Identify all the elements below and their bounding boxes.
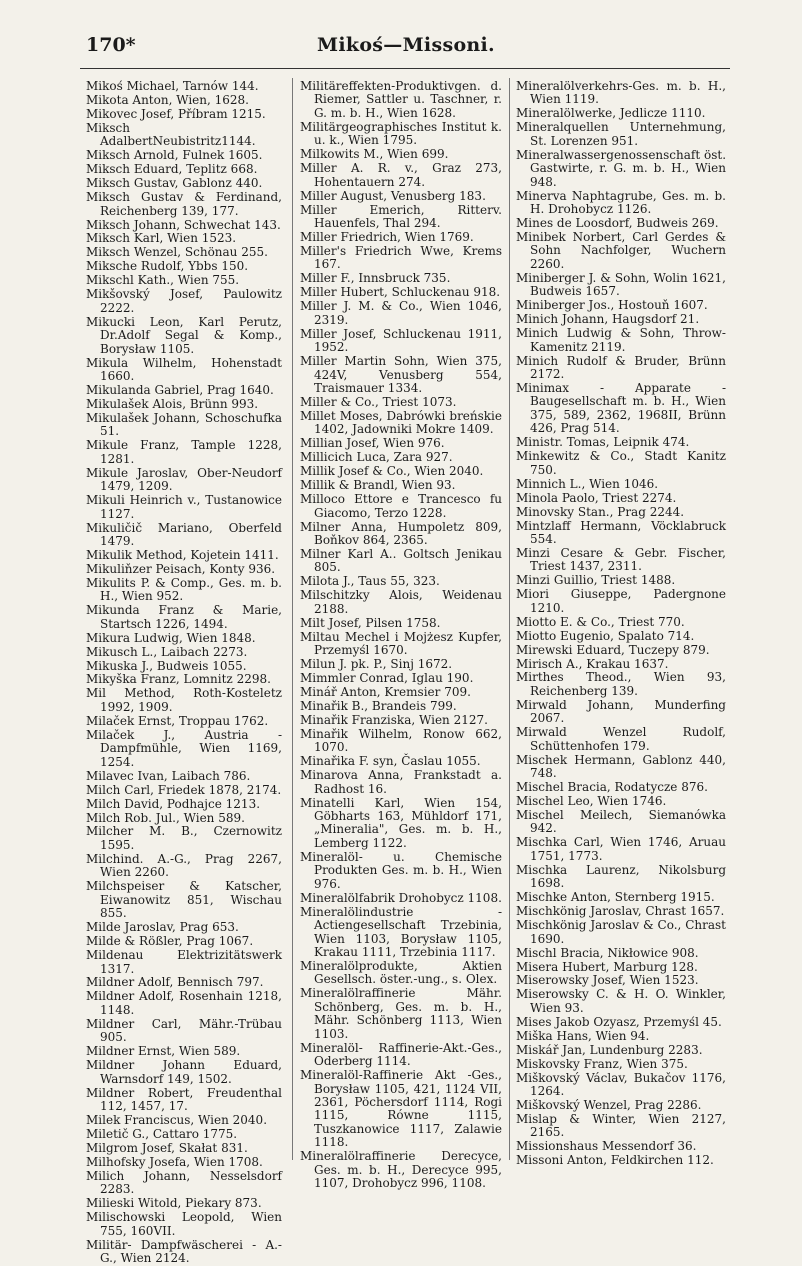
directory-entry: Miniberger Jos., Hostouň 1607.	[516, 298, 708, 313]
directory-entry: Mischkönig Jaroslav, Chrast 1657.	[516, 904, 725, 919]
directory-entry: Milota J., Taus 55, 323.	[300, 574, 440, 589]
directory-entry: Miksch Wenzel, Schönau 255.	[86, 245, 268, 260]
directory-entry: Mikusch L., Laibach 2273.	[86, 644, 248, 659]
directory-entry: Milischowski Leopold, Wien 755, 160VII.	[86, 1210, 282, 1238]
page-number: 170*	[86, 34, 136, 56]
directory-entry: Miller Friedrich, Wien 1769.	[300, 229, 474, 244]
directory-entry: Miksch Johann, Schwechat 143.	[86, 217, 281, 232]
directory-entry: Mikuska J., Budweis 1055.	[86, 658, 247, 673]
directory-entry: Militär- Dampfwäscherei - A.-G., Wien 2124.	[86, 1237, 282, 1266]
directory-entry: Miserowsky Josef, Wien 1523.	[516, 973, 699, 988]
directory-entry: Minařik Wilhelm, Ronow 662, 1070.	[300, 726, 502, 755]
directory-entry: Mischka Carl, Wien 1746, Aruau 1751, 1773.	[516, 835, 726, 863]
directory-entry: Mirwald Wenzel Rudolf, Schüttenhofen 179.	[516, 725, 726, 753]
directory-entry: Miotto Eugenio, Spalato 714.	[516, 628, 695, 643]
column-middle	[300, 80, 502, 1191]
directory-entry: Miksch Karl, Wien 1523.	[86, 231, 237, 246]
directory-entry: Miksch AdalbertNeubistritz1144.	[86, 120, 256, 149]
directory-entry: Mineralölraffinerie Mähr. Schönberg, Ges. m. b. H., Mähr. Schönberg 1113, Wien 1103.	[300, 986, 502, 1041]
directory-entry: Miksche Rudolf, Ybbs 150.	[86, 259, 249, 274]
directory-entry: Milner Karl A.. Goltsch Jenikau 805.	[300, 546, 502, 575]
directory-entry: Milchspeiser & Katscher, Eiwanowitz 851, Wischau 855.	[86, 879, 282, 921]
directory-entry: Miksch Gustav & Ferdinand, Reichenberg 139, 177.	[86, 190, 282, 218]
page-title: Mikoś—Missoni.	[317, 34, 495, 56]
directory-entry: Milich Johann, Nesselsdorf 2283.	[86, 1168, 282, 1197]
directory-entry: Milt Josef, Pilsen 1758.	[300, 615, 441, 630]
directory-entry: Missoni Anton, Feldkirchen 112.	[516, 1153, 714, 1168]
directory-entry: Miskovsky Franz, Wien 375.	[516, 1056, 688, 1071]
directory-entry: Mischel Meilech, Siemanówka 942.	[516, 808, 726, 836]
directory-entry: Mines de Loosdorf, Budweis 269.	[516, 216, 719, 231]
directory-entry: Miletič G., Cattaro 1775.	[86, 1126, 238, 1141]
directory-entry: Mirisch A., Krakau 1637.	[516, 656, 669, 671]
directory-entry: Minola Paolo, Triest 2274.	[516, 490, 677, 505]
directory-entry: Mildenau Elektrizitätswerk 1317.	[86, 948, 282, 976]
directory-entry: Mildner Johann Eduard, Warnsdorf 149, 1502.	[86, 1058, 282, 1086]
directory-entry: Mimmler Conrad, Iglau 190.	[300, 670, 474, 685]
directory-entry: Mineralöl- Raffinerie-Akt.-Ges., Oderberg 1114.	[300, 1040, 502, 1069]
directory-entry: Mineralöl- u. Chemische Produkten Ges. m. b. H., Wien 976.	[300, 849, 502, 891]
directory-entry: Miška Hans, Wien 94.	[516, 1028, 650, 1043]
directory-entry: Minář Anton, Kremsier 709.	[300, 684, 471, 699]
directory-entry: Millicich Luca, Zara 927.	[300, 450, 453, 465]
directory-entry: Milner Anna, Humpoletz 809, Boňkov 864, 2365.	[300, 519, 502, 547]
directory-entry: Milaček J., Austria - Dampfmühle, Wien 1169, 1254.	[86, 727, 282, 769]
directory-entry: Mildner Adolf, Bennisch 797.	[86, 975, 264, 990]
directory-entry: Millet Moses, Dabrówki breńskie 1402, Jadowniki Mokre 1409.	[300, 408, 502, 437]
directory-entry: Mikula Wilhelm, Hohenstadt 1660.	[86, 355, 282, 384]
directory-entry: Miller J. M. & Co., Wien 1046, 2319.	[300, 299, 502, 327]
directory-entry: Minovsky Stan., Prag 2244.	[516, 504, 685, 519]
directory-entry: Milschitzky Alois, Weidenau 2188.	[300, 588, 502, 616]
directory-entry: Mikota Anton, Wien, 1628.	[86, 92, 249, 107]
directory-entry: Mikulašek Alois, Brünn 993.	[86, 396, 259, 411]
directory-entry: Mineralölverkehrs-Ges. m. b. H., Wien 1119.	[516, 79, 726, 107]
directory-entry: Militärgeographisches Institut k. u. k., Wien 1795.	[300, 119, 502, 148]
directory-entry: Minich Rudolf & Bruder, Brünn 2172.	[516, 353, 726, 382]
directory-entry: Mischke Anton, Sternberg 1915.	[516, 890, 715, 905]
column-divider	[509, 78, 510, 1160]
directory-entry: Mineralwassergenossenschaft öst. Gastwirte, r. G. m. b. H., Wien 948.	[516, 147, 727, 189]
directory-entry: Ministr. Tomas, Leipnik 474.	[516, 435, 690, 450]
directory-entry: Miller Josef, Schluckenau 1911, 1952.	[300, 326, 502, 355]
directory-entry: Milchind. A.-G., Prag 2267, Wien 2260.	[86, 851, 282, 880]
directory-entry: Miller August, Venusberg 183.	[300, 188, 486, 203]
directory-entry: Mineralölraffinerie Derecyce, Ges. m. b. H., Derecyce 995, 1107, Drohobycz 996, 1108.	[300, 1149, 502, 1191]
directory-entry: Mikulašek Johann, Schoschufka 51.	[86, 410, 282, 439]
directory-entry: Mineralquellen Unternehmung, St. Lorenzen 951.	[516, 120, 726, 148]
directory-entry: Millik Josef & Co., Wien 2040.	[300, 464, 484, 479]
directory-entry: Milaček Ernst, Troppau 1762.	[86, 713, 269, 728]
directory-entry: Mil Method, Roth-Kosteletz 1992, 1909.	[86, 686, 282, 714]
directory-entry: Miller Emerich, Ritterv. Hauenfels, Thal 294.	[300, 202, 502, 231]
directory-entry: Mirewski Eduard, Tuczepy 879.	[516, 642, 710, 657]
directory-entry: Missionshaus Messendorf 36.	[516, 1139, 697, 1154]
directory-entry: Mildner Robert, Freudenthal 112, 1457, 17.	[86, 1085, 282, 1114]
directory-entry: Mischkönig Jaroslav & Co., Chrast 1690.	[516, 918, 726, 946]
directory-entry: Milavec Ivan, Laibach 786.	[86, 768, 251, 783]
header-rule	[80, 68, 730, 69]
directory-entry: Minařika F. syn, Časlau 1055.	[300, 754, 481, 769]
directory-entry: Miller F., Innsbruck 735.	[300, 271, 451, 286]
directory-entry: Mikuli Heinrich v., Tustanowice 1127.	[86, 493, 282, 521]
directory-entry: Mislap & Winter, Wien 2127, 2165.	[516, 1111, 726, 1140]
directory-entry: Milch Rob. Jul., Wien 589.	[86, 810, 245, 825]
directory-entry: Miksch Eduard, Teplitz 668.	[86, 162, 258, 177]
directory-entry: Milcher M. B., Czernowitz 1595.	[86, 824, 282, 852]
directory-entry: Mikyška Franz, Lomnitz 2298.	[86, 672, 271, 687]
directory-entry: Millik & Brandl, Wien 93.	[300, 478, 456, 493]
directory-entry: Mikule Jaroslav, Ober-Neudorf 1479, 1209.	[86, 465, 282, 494]
directory-entry: Minich Ludwig & Sohn, Throw-Kamenitz 2119.	[516, 326, 726, 354]
directory-entry: Milch Carl, Friedek 1878, 2174.	[86, 782, 282, 797]
directory-entry: Milkowits M., Wien 699.	[300, 147, 449, 162]
directory-entry: Mildner Ernst, Wien 589.	[86, 1044, 241, 1059]
directory-entry: Mineralölfabrik Drohobycz 1108.	[300, 890, 502, 905]
directory-entry: Milloco Ettore e Trancesco fu Giacomo, Terzo 1228.	[300, 492, 502, 520]
directory-entry: Mischel Leo, Wien 1746.	[516, 794, 667, 809]
directory-entry: Mikschl Kath., Wien 755.	[86, 273, 240, 288]
directory-entry: Millian Josef, Wien 976.	[300, 436, 445, 451]
directory-entry: Mintzlaff Hermann, Vöcklabruck 554.	[516, 518, 726, 546]
directory-entry: Minzi Guillio, Triest 1488.	[516, 573, 676, 588]
directory-entry: Mischek Hermann, Gablonz 440, 748.	[516, 752, 726, 781]
directory-entry: Mikšovský Josef, Paulowitz 2222.	[86, 287, 282, 315]
column-left	[86, 80, 282, 1266]
directory-entry: Mildner Adolf, Rosenhain 1218, 1148.	[86, 989, 282, 1017]
directory-entry: Miori Giuseppe, Padergnone 1210.	[516, 587, 726, 615]
directory-entry: Mikulanda Gabriel, Prag 1640.	[86, 382, 274, 397]
directory-entry: Miškovský Wenzel, Prag 2286.	[516, 1098, 702, 1113]
directory-entry: Mikuličič Mariano, Oberfeld 1479.	[86, 520, 282, 548]
directory-entry: Miksch Arnold, Fulnek 1605.	[86, 148, 263, 163]
directory-entry: Miller & Co., Triest 1073.	[300, 394, 457, 409]
directory-entry: Miller A. R. v., Graz 273, Hohentauern 274.	[300, 161, 502, 189]
directory-entry: Milde & Rößler, Prag 1067.	[86, 934, 254, 949]
directory-entry: Mirthes Theod., Wien 93, Reichenberg 139.	[516, 670, 726, 698]
directory-entry: Mirwald Johann, Munderfing 2067.	[516, 697, 726, 726]
directory-entry: Mikoś Michael, Tarnów 144.	[86, 79, 259, 93]
directory-entry: Minařik B., Brandeis 799.	[300, 698, 457, 713]
directory-entry: Minimax - Apparate - Baugesellschaft m. b. H., Wien 375, 589, 2362, 1968II, Brünn 426, Prag 514.	[516, 380, 726, 436]
directory-entry: Milieski Witold, Piekary 873.	[86, 1196, 262, 1211]
directory-entry: Minerva Naphtagrube, Ges. m. b. H. Drohobycz 1126.	[516, 188, 726, 217]
directory-entry: Miller's Friedrich Wwe, Krems 167.	[300, 243, 502, 272]
page-header	[86, 34, 726, 60]
directory-entry: Mineralölprodukte, Aktien Gesellsch. öster.-ung., s. Olex.	[300, 959, 502, 987]
column-right	[516, 80, 726, 1168]
directory-entry: Mischka Laurenz, Nikolsburg 1698.	[516, 862, 726, 891]
directory-entry: Mikulits P. & Comp., Ges. m. b. H., Wien 952.	[86, 575, 282, 604]
directory-entry: Mineralölindustrie - Actiengesellschaft Trzebinia, Wien 1103, Borysław 1105, Krakau 1111, Trzebinia 1117.	[300, 904, 502, 960]
directory-entry: Milun J. pk. P., Sinj 1672.	[300, 657, 453, 672]
directory-entry: Mikunda Franz & Marie, Startsch 1226, 1494.	[86, 603, 282, 631]
directory-entry: Mischl Bracia, Nikłowice 908.	[516, 945, 699, 960]
directory-entry: Minařik Franziska, Wien 2127.	[300, 712, 488, 727]
directory-entry: Minnich L., Wien 1046.	[516, 476, 659, 491]
directory-entry: Minich Johann, Haugsdorf 21.	[516, 312, 700, 327]
directory-entry: Minibek Norbert, Carl Gerdes & Sohn Nachfolger, Wuchern 2260.	[516, 229, 726, 271]
directory-entry: Miksch Gustav, Gablonz 440.	[86, 176, 263, 191]
directory-entry: Mises Jakob Ozyasz, Przemyśl 45.	[516, 1014, 722, 1029]
directory-entry: Miller Hubert, Schluckenau 918.	[300, 285, 501, 300]
directory-entry: Mikule Franz, Tample 1228, 1281.	[86, 438, 282, 466]
directory-entry: Militäreffekten-Produktivgen. d. Riemer, Sattler u. Taschner, r. G. m. b. H., Wien 1628.	[300, 79, 502, 120]
directory-entry: Milgrom Josef, Skałat 831.	[86, 1140, 248, 1155]
directory-entry: Minzi Cesare & Gebr. Fischer, Triest 1437, 2311.	[516, 545, 726, 574]
directory-entry: Mischel Bracia, Rodatycze 876.	[516, 780, 708, 795]
directory-entry: Miserowsky C. & H. O. Winkler, Wien 93.	[516, 987, 726, 1015]
directory-entry: Miškovský Václav, Bukačov 1176, 1264.	[516, 1070, 726, 1099]
directory-entry: Mikuliňzer Peisach, Konty 936.	[86, 561, 276, 576]
directory-entry: Mikovec Josef, Příbram 1215.	[86, 106, 266, 121]
directory-entry: Milhofsky Josefa, Wien 1708.	[86, 1154, 263, 1169]
column-divider	[292, 78, 293, 1160]
directory-entry: Misera Hubert, Marburg 128.	[516, 959, 698, 974]
directory-entry: Mikura Ludwig, Wien 1848.	[86, 630, 256, 645]
directory-entry: Milde Jaroslav, Prag 653.	[86, 920, 239, 935]
directory-entry: Miller Martin Sohn, Wien 375, 424V, Venusberg 554, Traismauer 1334.	[300, 354, 502, 395]
directory-entry: Milek Franciscus, Wien 2040.	[86, 1112, 268, 1127]
directory-entry: Mikucki Leon, Karl Perutz, Dr.Adolf Segal & Komp., Borysław 1105.	[86, 314, 282, 356]
directory-entry: Miskář Jan, Lundenburg 2283.	[516, 1042, 703, 1057]
directory-entry: Minkewitz & Co., Stadt Kanitz 750.	[516, 449, 726, 477]
directory-entry: Mineralölwerke, Jedlicze 1110.	[516, 106, 706, 121]
directory-entry: Milch David, Podhajce 1213.	[86, 796, 261, 811]
directory-entry: Miotto E. & Co., Triest 770.	[516, 614, 685, 629]
directory-entry: Miniberger J. & Sohn, Wolin 1621, Budweis 1657.	[516, 270, 726, 299]
directory-entry: Mikulik Method, Kojetein 1411.	[86, 547, 279, 562]
directory-entry: Miltau Mechel i Mojżesz Kupfer, Przemyśl 1670.	[300, 629, 502, 658]
directory-entry: Minatelli Karl, Wien 154, Göbharts 163, Mühldorf 171, „Mineralia", Ges. m. b. H., Lemberg 1122.	[300, 795, 502, 850]
directory-entry: Mildner Carl, Mähr.-Trübau 905.	[86, 1016, 282, 1045]
directory-entry: Minarova Anna, Frankstadt a. Radhost 16.	[300, 768, 502, 796]
directory-entry: Mineralöl-Raffinerie Akt -Ges., Borysław 1105, 421, 1124 VII, 2361, Pöchersdorf 1114, Rogi 1115, Równe 1115, Tuszkanowice 1117, Zalawie 1118.	[300, 1068, 502, 1150]
